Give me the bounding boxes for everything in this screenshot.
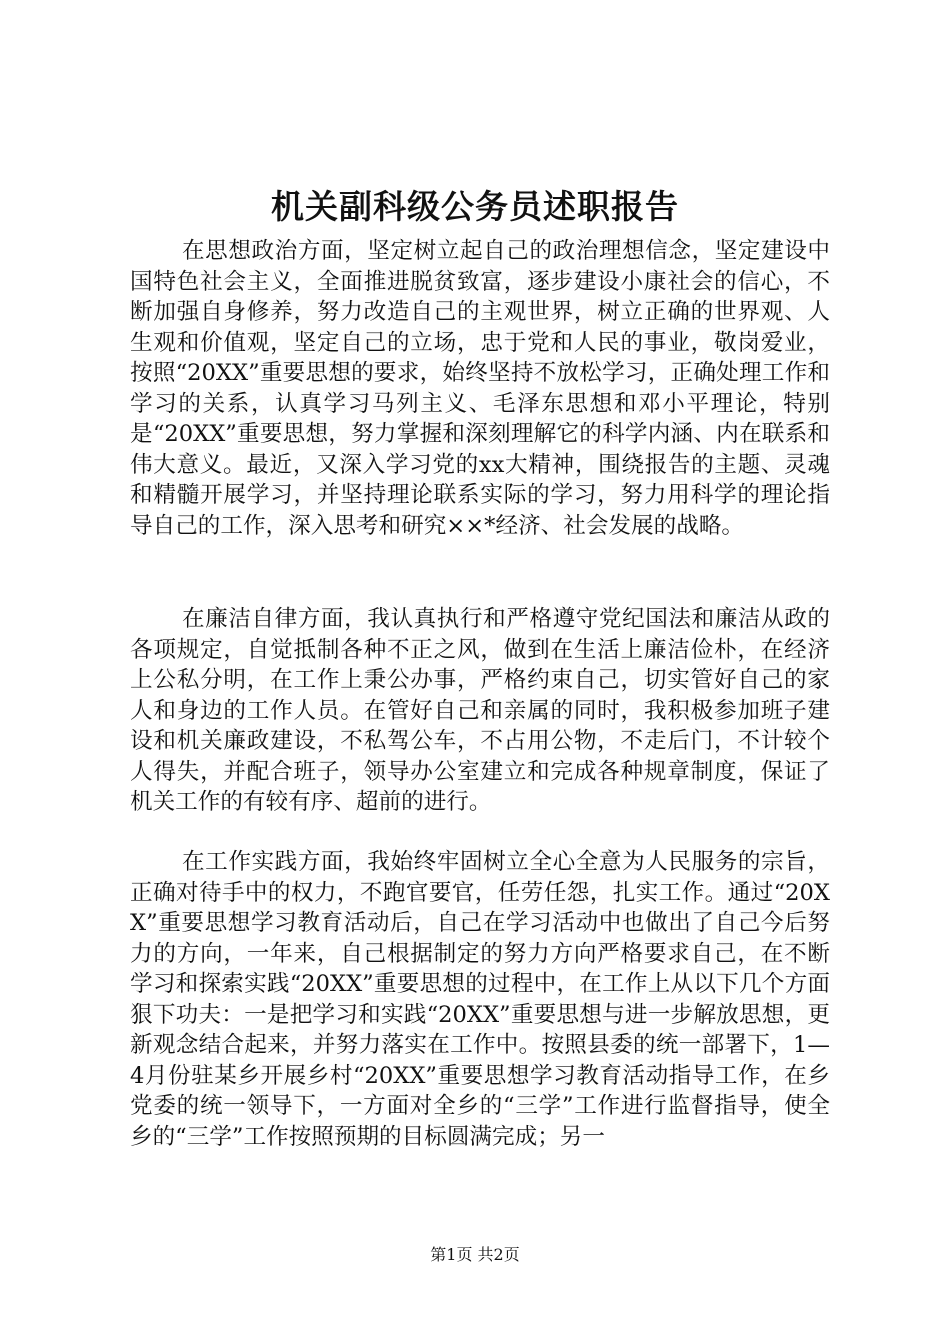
paragraph-work-practice: 在工作实践方面，我始终牢固树立全心全意为人民服务的宗旨，正确对待手中的权力，不跑官要官，任劳任怨，扎实工作。通过“20XX”重要思想学习教育活动后，自己在学习活动中也做出了自己今后努力的方向，一年来，自己根据制定的努力方向严格要求自己，在不断学习和探索实践“20XX”重要思想的过程中，在工作上从以下几个方面狠下功夫：一是把学习和实践“20XX”重要思想与进一步解放思想，更新观念结合起来，并努力落实在工作中。按照县委的统一部署下，1—4月份驻某乡开展乡村“20XX”重要思想学习教育活动指导工作，在乡党委的统一领导下，一方面对全乡的“三学”工作进行监督指导，使全乡的“三学”工作按照预期的目标圆满完成；另一 [130,849,830,1150]
paragraph-political-thought: 在思想政治方面，坚定树立起自己的政治理想信念，坚定建设中国特色社会主义，全面推进脱贫致富，逐步建设小康社会的信心，不断加强自身修养，努力改造自己的主观世界，树立正确的世界观、人生观和价值观，坚定自己的立场，忠于党和人民的事业，敬岗爱业，按照“20XX”重要思想的要求，始终坚持不放松学习，正确处理工作和学习的关系，认真学习马列主义、毛泽东思想和邓小平理论，特别是“20XX”重要思想，努力掌握和深刻理解它的科学内涵、内在联系和伟大意义。最近，又深入学习党的xx大精神，围绕报告的主题、灵魂和精髓开展学习，并坚持理论联系实际的学习，努力用科学的理论指导自己的工作，深入思考和研究××*经济、社会发展的战略。 [130,238,830,539]
paragraph-integrity: 在廉洁自律方面，我认真执行和严格遵守党纪国法和廉洁从政的各项规定，自觉抵制各种不正之风，做到在生活上廉洁俭朴，在经济上公私分明，在工作上秉公办事，严格约束自己，切实管好自己的家人和身边的工作人员。在管好自己和亲属的同时，我积极参加班子建设和机关廉政建设，不私驾公车，不占用公物，不走后门，不计较个人得失，并配合班子，领导办公室建立和完成各种规章制度，保证了机关工作的有较有序、超前的进行。 [130,606,830,815]
page-title: 机关副科级公务员述职报告 [271,187,679,226]
page-number-footer: 第1页 共2页 [430,1245,520,1264]
